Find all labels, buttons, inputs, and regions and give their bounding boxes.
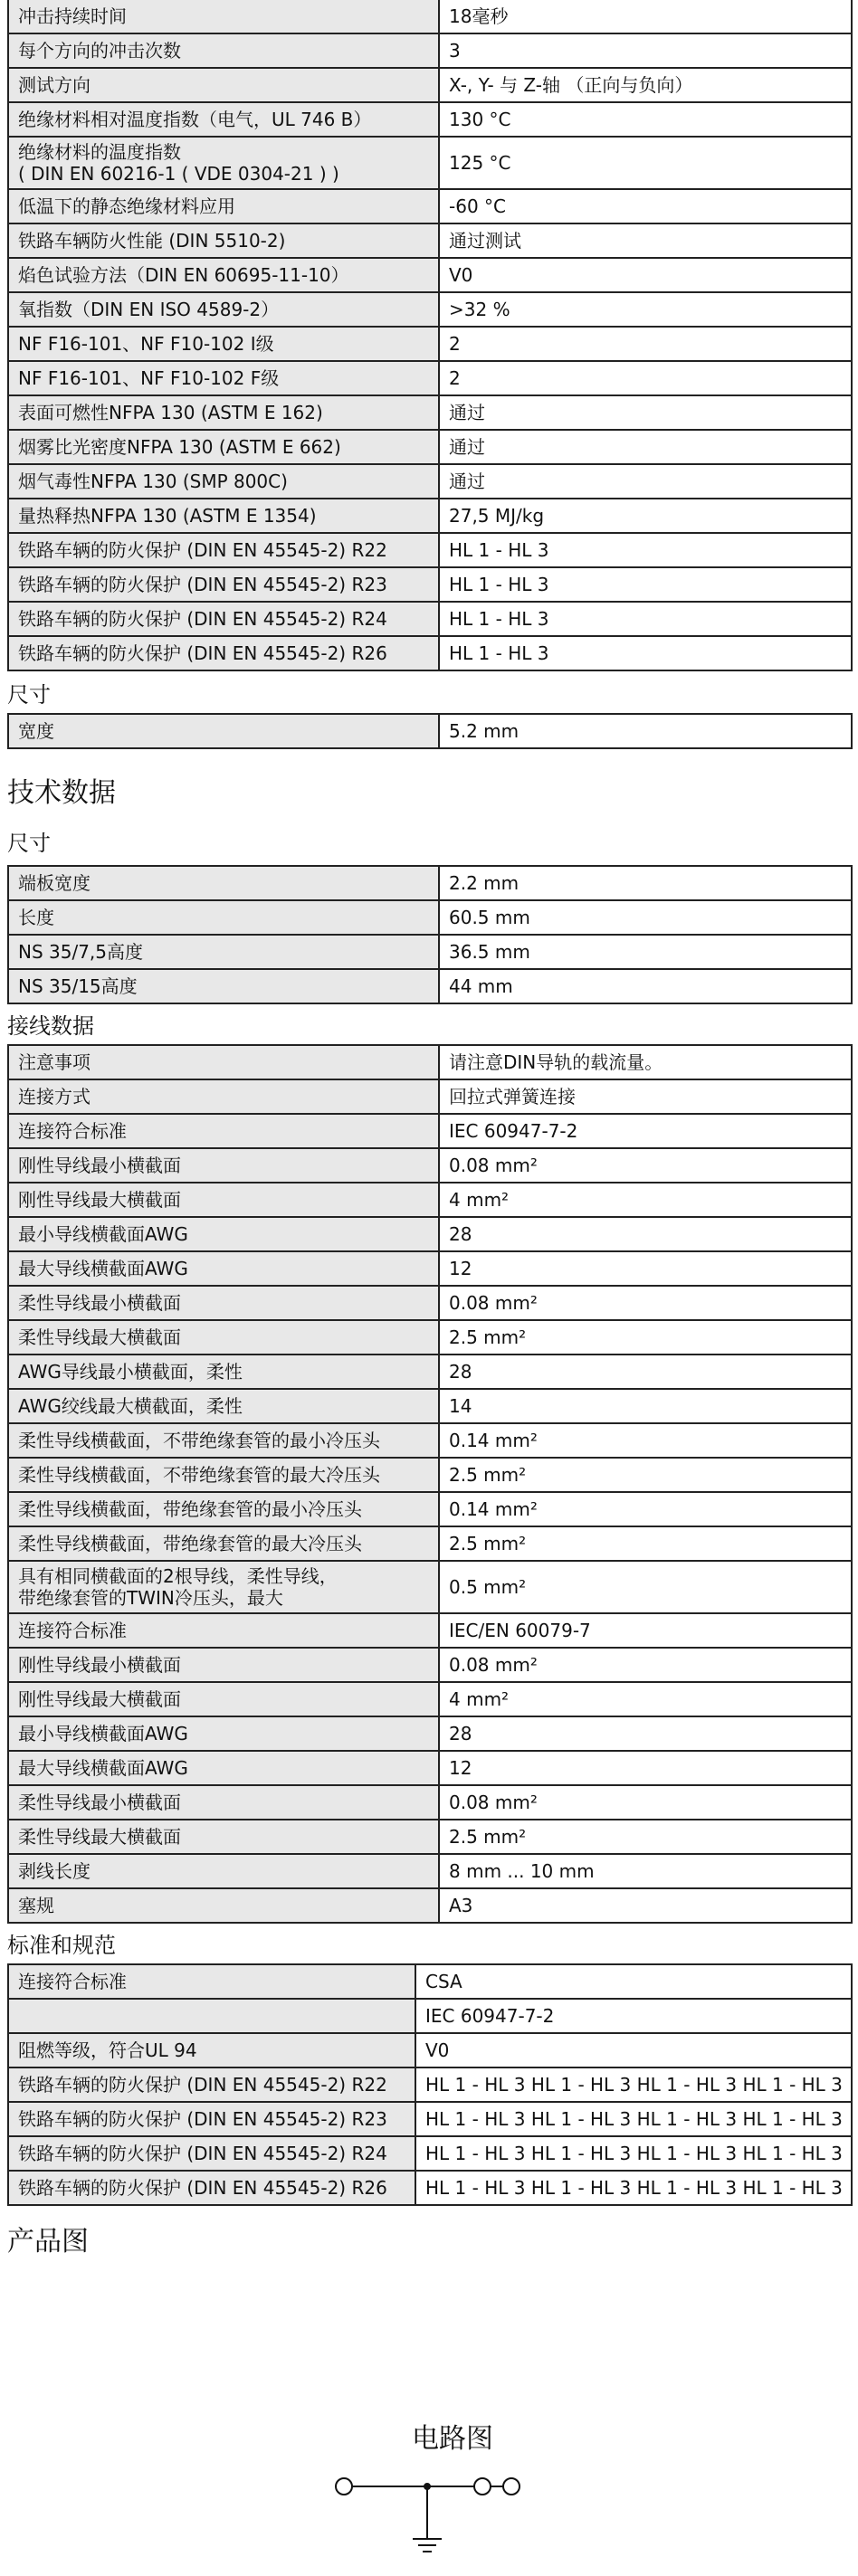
dimension-spec-row — [8, 866, 852, 900]
spec-value: 3 — [439, 33, 852, 68]
spec-label-text: NF F16-101、NF F10-102 F级 — [18, 367, 280, 389]
general-spec-row — [8, 361, 852, 395]
spec-value: X-, Y- 与 Z-轴 （正向与负向） — [439, 68, 852, 102]
spec-label — [8, 1355, 439, 1389]
spec-label — [8, 714, 439, 748]
spec-value: 通过 — [439, 430, 852, 464]
spec-label-text: 塞规 — [18, 1895, 54, 1916]
spec-value: 18毫秒 — [439, 0, 852, 33]
spec-label-text: AWG导线最小横截面，柔性 — [18, 1361, 243, 1383]
connection-spec-row — [8, 1114, 852, 1148]
spec-value: 0.14 mm² — [439, 1492, 852, 1526]
spec-label-text: 烟气毒性NFPA 130 (SMP 800C) — [18, 471, 288, 492]
spec-label-text: 刚性导线最小横截面 — [18, 1654, 181, 1676]
spec-label-text: 氧指数（DIN EN ISO 4589-2） — [18, 299, 280, 320]
spec-label-text: 铁路车辆防火性能 (DIN 5510-2) — [18, 230, 286, 252]
dimension-spec-row — [8, 969, 852, 1003]
spec-value: 0.08 mm² — [439, 1648, 852, 1682]
spec-value: HL 1 - HL 3 — [439, 533, 852, 567]
general-spec-row — [8, 102, 852, 137]
spec-value: 2.5 mm² — [439, 1458, 852, 1492]
spec-value: 4 mm² — [439, 1183, 852, 1217]
spec-label-text: 连接符合标准 — [18, 1971, 127, 1992]
spec-value: 请注意DIN导轨的载流量。 — [439, 1045, 852, 1079]
spec-label-text: 表面可燃性NFPA 130 (ASTM E 162) — [18, 402, 323, 423]
section-title-connection-data: 接线数据 — [7, 1013, 94, 1039]
spec-value: 通过 — [439, 395, 852, 430]
spec-value: 125 °C — [439, 137, 852, 189]
general-spec-row — [8, 567, 852, 602]
spec-label-text-line2: 带绝缘套管的TWIN冷压头，最大 — [18, 1587, 283, 1609]
section-title-dimensions: 尺寸 — [7, 682, 51, 708]
general-spec-row — [8, 258, 852, 292]
spec-label-text: 铁路车辆的防火保护 (DIN EN 45545-2) R22 — [18, 2074, 387, 2096]
spec-label-text-line2: ( DIN EN 60216-1 ( VDE 0304-21 ) ) — [18, 163, 339, 185]
spec-value: 28 — [439, 1355, 852, 1389]
spec-label-text: 柔性导线最小横截面 — [18, 1292, 181, 1314]
connection-spec-row — [8, 1785, 852, 1820]
spec-value: 0.08 mm² — [439, 1785, 852, 1820]
spec-label — [8, 1820, 439, 1854]
spec-label — [8, 1888, 439, 1923]
spec-table-standards — [7, 1963, 853, 2206]
spec-label — [8, 2067, 415, 2102]
standard-spec-row — [8, 2136, 852, 2171]
connection-spec-row — [8, 1458, 852, 1492]
general-spec-row — [8, 499, 852, 533]
spec-label-text: 柔性导线最大横截面 — [18, 1326, 181, 1348]
spec-label-text: NS 35/7,5高度 — [18, 941, 144, 963]
spec-value: 130 °C — [439, 102, 852, 137]
connection-spec-row — [8, 1286, 852, 1320]
spec-label — [8, 327, 439, 361]
general-spec-row — [8, 533, 852, 567]
standard-spec-row — [8, 2033, 852, 2067]
spec-label — [8, 935, 439, 969]
spec-label — [8, 0, 439, 33]
spec-label-text: 柔性导线横截面，不带绝缘套管的最大冷压头 — [18, 1464, 380, 1486]
spec-label — [8, 2136, 415, 2171]
spec-label — [8, 464, 439, 499]
connection-spec-row — [8, 1423, 852, 1458]
spec-label — [8, 1751, 439, 1785]
connection-spec-row — [8, 1854, 852, 1888]
spec-value: V0 — [415, 2033, 852, 2067]
spec-value: CSA — [415, 1964, 852, 1999]
spec-label-text: 冲击持续时间 — [18, 5, 127, 27]
spec-label — [8, 567, 439, 602]
spec-value: 36.5 mm — [439, 935, 852, 969]
spec-table-general — [7, 0, 853, 671]
connection-spec-row — [8, 1751, 852, 1785]
spec-label — [8, 1045, 439, 1079]
connection-spec-row — [8, 1389, 852, 1423]
standard-spec-row — [8, 2102, 852, 2136]
spec-label-text: 量热释热NFPA 130 (ASTM E 1354) — [18, 505, 317, 527]
spec-table-dimensions-2 — [7, 865, 853, 1004]
spec-value: 0.08 mm² — [439, 1148, 852, 1183]
spec-label — [8, 2171, 415, 2205]
spec-value: 2 — [439, 327, 852, 361]
spec-label — [8, 1526, 439, 1561]
spec-label — [8, 430, 439, 464]
spec-value: HL 1 - HL 3 — [439, 602, 852, 636]
spec-label — [8, 189, 439, 223]
spec-label — [8, 1682, 439, 1716]
spec-label-text: NS 35/15高度 — [18, 975, 138, 997]
circuit-diagram-title: 电路图 — [412, 2423, 493, 2455]
spec-label-text: 刚性导线最大横截面 — [18, 1189, 181, 1211]
spec-label — [8, 1613, 439, 1648]
section-title-product-images: 产品图 — [7, 2226, 89, 2258]
spec-value: HL 1 - HL 3 HL 1 - HL 3 HL 1 - HL 3 HL 1 - HL 3 — [415, 2171, 852, 2205]
standard-spec-row — [8, 2067, 852, 2102]
connection-spec-row — [8, 1561, 852, 1613]
spec-value: 0.5 mm² — [439, 1561, 852, 1613]
spec-value: IEC 60947-7-2 — [415, 1999, 852, 2033]
spec-label-text: 连接方式 — [18, 1086, 91, 1107]
spec-label-text: 焰色试验方法（DIN EN 60695-11-10） — [18, 264, 349, 286]
spec-value: 2.5 mm² — [439, 1320, 852, 1355]
dimension-spec-row — [8, 714, 852, 748]
spec-value: HL 1 - HL 3 HL 1 - HL 3 HL 1 - HL 3 HL 1 - HL 3 — [415, 2067, 852, 2102]
general-spec-row — [8, 292, 852, 327]
spec-label — [8, 1320, 439, 1355]
general-spec-row — [8, 223, 852, 258]
spec-label — [8, 137, 439, 189]
connection-spec-row — [8, 1355, 852, 1389]
spec-label-text: 铁路车辆的防火保护 (DIN EN 45545-2) R22 — [18, 539, 387, 561]
spec-label — [8, 900, 439, 935]
spec-label-text: 柔性导线最小横截面 — [18, 1792, 181, 1813]
spec-label — [8, 2102, 415, 2136]
spec-value: 0.14 mm² — [439, 1423, 852, 1458]
spec-label — [8, 1785, 439, 1820]
connection-spec-row — [8, 1526, 852, 1561]
spec-label — [8, 223, 439, 258]
spec-label — [8, 636, 439, 670]
spec-value: 通过 — [439, 464, 852, 499]
spec-label-text: 绝缘材料的温度指数 — [18, 141, 181, 163]
spec-value: V0 — [439, 258, 852, 292]
general-spec-row — [8, 395, 852, 430]
spec-label-text: 绝缘材料相对温度指数（电气，UL 746 B） — [18, 109, 372, 130]
spec-label — [8, 1114, 439, 1148]
spec-label — [8, 33, 439, 68]
spec-label — [8, 1217, 439, 1251]
spec-value: 60.5 mm — [439, 900, 852, 935]
spec-label-text: 最小导线横截面AWG — [18, 1723, 188, 1744]
spec-label-text: 铁路车辆的防火保护 (DIN EN 45545-2) R26 — [18, 642, 387, 664]
connection-spec-row — [8, 1492, 852, 1526]
spec-value: HL 1 - HL 3 — [439, 636, 852, 670]
general-spec-row — [8, 0, 852, 33]
spec-label-text: 阻燃等级，符合UL 94 — [18, 2039, 197, 2061]
spec-label-text: 铁路车辆的防火保护 (DIN EN 45545-2) R26 — [18, 2177, 387, 2199]
spec-value: 2.5 mm² — [439, 1526, 852, 1561]
terminal-right-b-icon — [503, 2478, 520, 2495]
spec-label — [8, 68, 439, 102]
spec-value: 28 — [439, 1217, 852, 1251]
standard-spec-row — [8, 1964, 852, 1999]
connection-spec-row — [8, 1217, 852, 1251]
spec-value: 0.08 mm² — [439, 1286, 852, 1320]
connection-spec-row — [8, 1716, 852, 1751]
general-spec-row — [8, 602, 852, 636]
general-spec-row — [8, 137, 852, 189]
spec-value: 4 mm² — [439, 1682, 852, 1716]
spec-label — [8, 292, 439, 327]
standard-spec-row — [8, 1999, 852, 2033]
spec-value: 12 — [439, 1751, 852, 1785]
spec-value: HL 1 - HL 3 HL 1 - HL 3 HL 1 - HL 3 HL 1 - HL 3 — [415, 2136, 852, 2171]
spec-value: 回拉式弹簧连接 — [439, 1079, 852, 1114]
spec-label-text: 柔性导线最大横截面 — [18, 1826, 181, 1848]
spec-label — [8, 1251, 439, 1286]
spec-table-connection-data — [7, 1044, 853, 1924]
spec-value: 8 mm ... 10 mm — [439, 1854, 852, 1888]
spec-label-text: 宽度 — [18, 720, 54, 742]
spec-label — [8, 969, 439, 1003]
spec-value: 28 — [439, 1716, 852, 1751]
dimension-spec-row — [8, 900, 852, 935]
connection-spec-row — [8, 1888, 852, 1923]
spec-label — [8, 1716, 439, 1751]
spec-label — [8, 1964, 415, 1999]
spec-label — [8, 533, 439, 567]
terminal-right-a-icon — [474, 2478, 491, 2495]
spec-value: 2.5 mm² — [439, 1820, 852, 1854]
spec-label — [8, 258, 439, 292]
spec-label-text: 注意事项 — [18, 1051, 91, 1073]
dimension-spec-row — [8, 935, 852, 969]
spec-value: 2.2 mm — [439, 866, 852, 900]
spec-label — [8, 1561, 439, 1613]
spec-label-text: 连接符合标准 — [18, 1620, 127, 1641]
spec-label — [8, 1423, 439, 1458]
connection-spec-row — [8, 1148, 852, 1183]
spec-label — [8, 1286, 439, 1320]
spec-value: A3 — [439, 1888, 852, 1923]
terminal-left-icon — [336, 2478, 352, 2495]
spec-label-text: 长度 — [18, 907, 54, 928]
general-spec-row — [8, 68, 852, 102]
spec-value: IEC 60947-7-2 — [439, 1114, 852, 1148]
spec-label-text: 刚性导线最大横截面 — [18, 1688, 181, 1710]
connection-spec-row — [8, 1251, 852, 1286]
spec-label — [8, 2033, 415, 2067]
spec-label-text: 铁路车辆的防火保护 (DIN EN 45545-2) R23 — [18, 2108, 387, 2130]
spec-label — [8, 866, 439, 900]
connection-spec-row — [8, 1648, 852, 1682]
spec-value: -60 °C — [439, 189, 852, 223]
spec-label-text: 铁路车辆的防火保护 (DIN EN 45545-2) R23 — [18, 574, 387, 595]
spec-label — [8, 361, 439, 395]
general-spec-row — [8, 327, 852, 361]
section-title-technical-data: 技术数据 — [7, 777, 116, 809]
spec-value: HL 1 - HL 3 HL 1 - HL 3 HL 1 - HL 3 HL 1 - HL 3 — [415, 2102, 852, 2136]
spec-value: IEC/EN 60079-7 — [439, 1613, 852, 1648]
spec-label-text: 低温下的静态绝缘材料应用 — [18, 195, 235, 217]
spec-label — [8, 499, 439, 533]
spec-label-text: 烟雾比光密度NFPA 130 (ASTM E 662) — [18, 436, 341, 458]
spec-label — [8, 602, 439, 636]
spec-label-text: 每个方向的冲击次数 — [18, 40, 181, 62]
spec-label-text: 铁路车辆的防火保护 (DIN EN 45545-2) R24 — [18, 2143, 387, 2164]
spec-value: 44 mm — [439, 969, 852, 1003]
section-title-dimensions-2: 尺寸 — [7, 831, 51, 856]
spec-label — [8, 1079, 439, 1114]
spec-label-text: AWG绞线最大横截面，柔性 — [18, 1395, 243, 1417]
spec-label-text: 最大导线横截面AWG — [18, 1757, 188, 1779]
spec-label-text: 柔性导线横截面，带绝缘套管的最小冷压头 — [18, 1498, 362, 1520]
connection-spec-row — [8, 1183, 852, 1217]
spec-value: 通过测试 — [439, 223, 852, 258]
spec-value: 27,5 MJ/kg — [439, 499, 852, 533]
spec-value: 5.2 mm — [439, 714, 852, 748]
spec-value: 2 — [439, 361, 852, 395]
connection-spec-row — [8, 1682, 852, 1716]
spec-label-text: 具有相同横截面的2根导线，柔性导线， — [18, 1565, 338, 1587]
spec-label-text: 柔性导线横截面，不带绝缘套管的最小冷压头 — [18, 1430, 380, 1451]
spec-value: HL 1 - HL 3 — [439, 567, 852, 602]
general-spec-row — [8, 430, 852, 464]
standard-spec-row — [8, 2171, 852, 2205]
spec-value: 14 — [439, 1389, 852, 1423]
spec-label-text: 铁路车辆的防火保护 (DIN EN 45545-2) R24 — [18, 608, 387, 630]
spec-value: >32 % — [439, 292, 852, 327]
spec-label-text: 测试方向 — [18, 74, 91, 96]
spec-label — [8, 395, 439, 430]
spec-label-text: 端板宽度 — [18, 872, 91, 894]
connection-spec-row — [8, 1045, 852, 1079]
spec-label-text: 剥线长度 — [18, 1860, 91, 1882]
general-spec-row — [8, 464, 852, 499]
circuit-diagram-icon — [0, 2461, 858, 2570]
spec-label — [8, 1148, 439, 1183]
connection-spec-row — [8, 1079, 852, 1114]
spec-label-text: 刚性导线最小横截面 — [18, 1155, 181, 1176]
section-title-standards: 标准和规范 — [7, 1933, 116, 1958]
connection-spec-row — [8, 1820, 852, 1854]
spec-table-dimensions-1 — [7, 713, 853, 749]
spec-label — [8, 1458, 439, 1492]
spec-label — [8, 1854, 439, 1888]
spec-label — [8, 1999, 415, 2033]
general-spec-row — [8, 636, 852, 670]
spec-label-text: 最大导线横截面AWG — [18, 1258, 188, 1279]
connection-spec-row — [8, 1613, 852, 1648]
spec-label — [8, 1492, 439, 1526]
general-spec-row — [8, 33, 852, 68]
spec-label — [8, 1648, 439, 1682]
spec-value: 12 — [439, 1251, 852, 1286]
spec-label-text: 柔性导线横截面，带绝缘套管的最大冷压头 — [18, 1533, 362, 1554]
connection-spec-row — [8, 1320, 852, 1355]
spec-label-text: 最小导线横截面AWG — [18, 1223, 188, 1245]
spec-label — [8, 1183, 439, 1217]
general-spec-row — [8, 189, 852, 223]
spec-label-text: NF F16-101、NF F10-102 I级 — [18, 333, 274, 355]
spec-label — [8, 1389, 439, 1423]
spec-label — [8, 102, 439, 137]
spec-label-text: 连接符合标准 — [18, 1120, 127, 1142]
